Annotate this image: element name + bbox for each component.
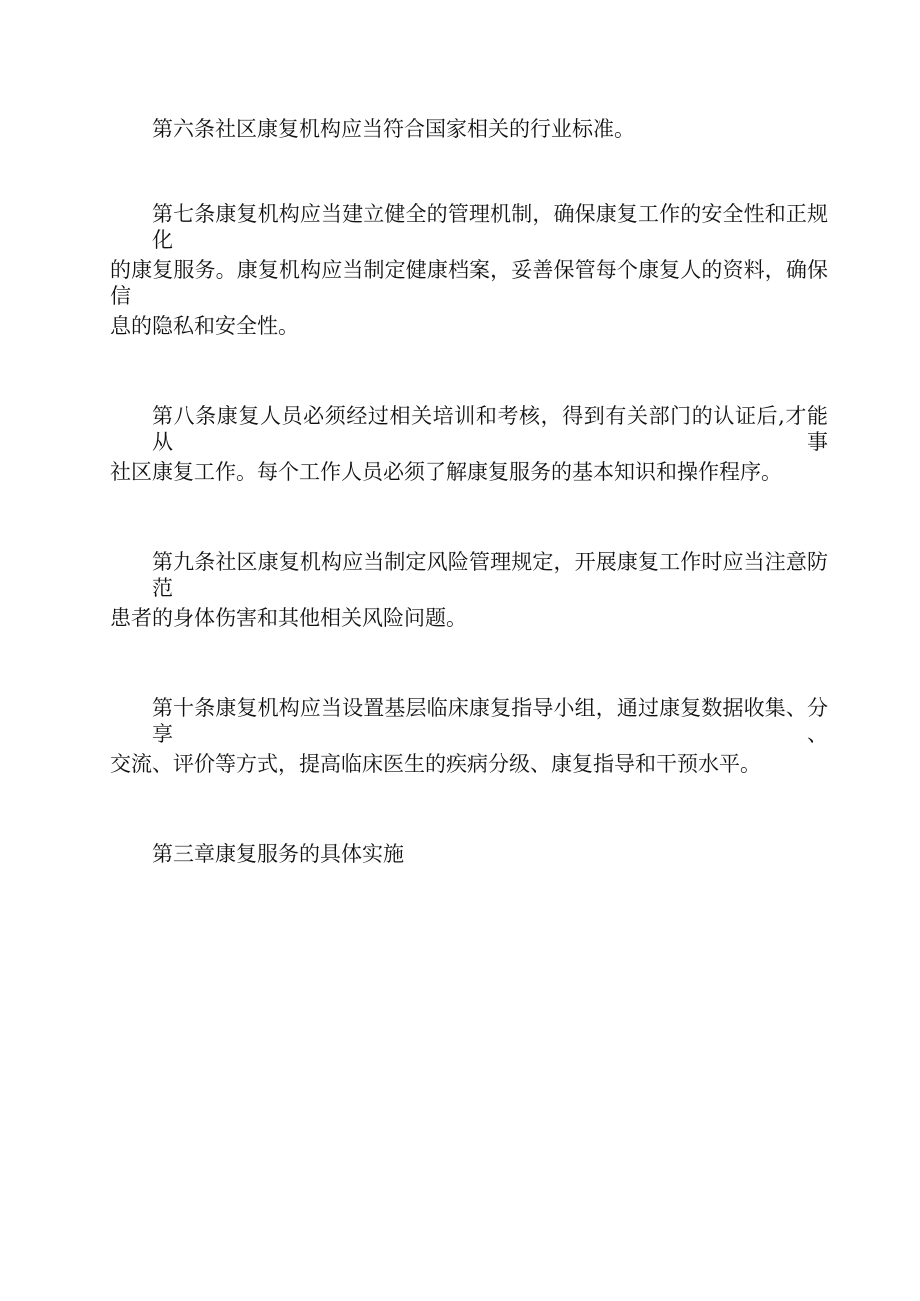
chapter-3-heading: 第三章康复服务的具体实施 xyxy=(152,842,404,866)
article-8-line-1: 第八条康复人员必须经过相关培训和考核，得到有关部门的认证后,才能从事 xyxy=(152,404,828,454)
article-7-line-3: 息的隐私和安全性。 xyxy=(110,314,299,338)
article-10-line-2: 交流、评价等方式，提高临床医生的疾病分级、康复指导和干预水平。 xyxy=(110,752,761,776)
article-9-line-2: 患者的身体伤害和其他相关风险问题。 xyxy=(110,606,467,630)
article-6-line-1: 第六条社区康复机构应当符合国家相关的行业标准。 xyxy=(152,117,635,141)
article-8-line-2: 社区康复工作。每个工作人员必须了解康复服务的基本知识和操作程序。 xyxy=(110,460,782,484)
article-9-line-1: 第九条社区康复机构应当制定风险管理规定，开展康复工作时应当注意防范 xyxy=(152,550,828,600)
article-7-line-1: 第七条康复机构应当建立健全的管理机制，确保康复工作的安全性和正规化 xyxy=(152,202,828,252)
article-7-line-2: 的康复服务。康复机构应当制定健康档案，妥善保管每个康复人的资料，确保信 xyxy=(110,258,828,308)
article-10-line-1: 第十条康复机构应当设置基层临床康复指导小组，通过康复数据收集、分享、 xyxy=(152,696,828,746)
